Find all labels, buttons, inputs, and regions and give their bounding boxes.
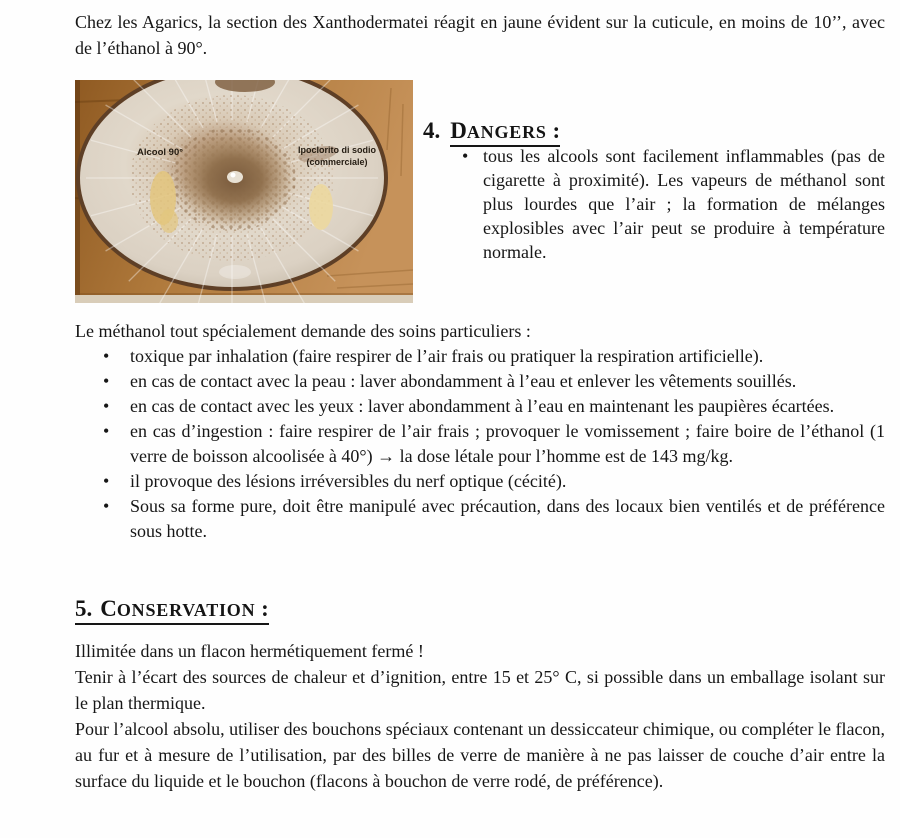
methanol-lead-paragraph: Le méthanol tout spécialement demande des soins particuliers : — [75, 321, 531, 341]
list-item-text: en cas de contact avec la peau : laver abondamment à l’eau et enlever les vêtements souillés. — [130, 371, 797, 391]
list-item — [75, 394, 885, 419]
conservation-paragraph-3: Pour l’alcool absolu, utiliser des bouchons spéciaux contenant un dessiccateur chimique, ou compléter le flacon, au fur et à mesure de l’utilisation, par des billes de verre de manière à ne pas laisser de couche d’air entre la surface du liquide et le bouchon (flacons à bouchon de verre rodé, de préférence). — [75, 719, 885, 791]
section-4-title-rest: ANGERS — [466, 122, 547, 142]
list-item — [75, 494, 885, 544]
photo-label-ipoclorito-line1: Ipoclorito di sodio — [298, 145, 376, 155]
list-item-text: en cas de contact avec les yeux : laver abondamment à l’eau en maintenant les paupières écartées. — [130, 396, 835, 416]
list-item-text: toxique par inhalation (faire respirer de l’air frais ou pratiquer la respiration artificielle). — [130, 346, 764, 366]
section-5-title — [75, 596, 269, 625]
list-item — [75, 419, 885, 469]
bullet-icon: • — [103, 471, 110, 491]
photo-label-ipoclorito-line2: (commerciale) — [306, 157, 368, 167]
list-item-text: en cas d’ingestion : faire respirer de l’air frais ; provoquer le vomissement ; faire boire de l’éthanol (1 verre de boisson alcoolisée à 40°) → la dose létale pour l’homme est de 143 mg/kg. — [130, 421, 885, 466]
list-item — [75, 344, 885, 369]
section-5-title-rest: ONSERVATION — [116, 600, 256, 620]
mushroom-photo — [75, 80, 413, 303]
figure-and-dangers-row — [75, 80, 885, 303]
dangers-column — [413, 80, 885, 264]
mushroom-photo-figure — [75, 80, 413, 303]
section-5-title-colon: : — [255, 596, 269, 621]
center-highlight — [227, 171, 243, 183]
list-item — [423, 144, 885, 264]
list-item — [75, 469, 885, 494]
conservation-section — [75, 638, 885, 794]
list-item — [75, 369, 885, 394]
section-4-title-initial: D — [450, 118, 467, 143]
bullet-icon: • — [103, 371, 110, 391]
section-5-title-initial: C — [100, 596, 117, 621]
conservation-paragraph-2: Tenir à l’écart des sources de chaleur et d’ignition, entre 15 et 25° C, si possible dans un emballage isolant sur le plan thermique. — [75, 667, 885, 713]
bullet-icon: • — [103, 346, 110, 366]
list-item-text: il provoque des lésions irréversibles du nerf optique (cécité). — [130, 471, 567, 491]
section-5-heading — [75, 596, 885, 622]
section-5-number: 5. — [75, 596, 93, 621]
section-4-number: 4. — [423, 118, 441, 143]
bullet-icon: • — [103, 396, 110, 416]
bullet-icon: • — [103, 421, 110, 441]
bullet-icon: • — [103, 496, 110, 516]
section-4-title — [450, 118, 560, 147]
table-edge-strip — [75, 295, 413, 303]
list-item-text: tous les alcools sont facilement inflammables (pas de cigarette à proximité). Les vapeurs de méthanol sont plus lourdes que l’air ; la formation de mélanges explosibles avec l’air peut se produire à température normale. — [483, 146, 885, 262]
bullet-icon: • — [462, 146, 469, 166]
section-4-heading — [423, 118, 885, 144]
conservation-paragraph-1: Illimitée dans un flacon hermétiquement fermé ! — [75, 641, 424, 661]
photo-label-alcool: Alcool 90° — [137, 147, 184, 158]
list-item-text: Sous sa forme pure, doit être manipulé avec précaution, dans des locaux bien ventilés et de préférence sous hotte. — [130, 496, 885, 541]
section-4-title-colon: : — [546, 118, 561, 143]
intro-paragraph: Chez les Agarics, la section des Xanthodermatei réagit en jaune évident sur la cuticule, en moins de 10’’, avec de l’éthanol à 90°. — [75, 12, 885, 58]
methanol-precautions-list — [75, 344, 885, 544]
dangers-list — [423, 144, 885, 264]
reaction-spot-right — [309, 184, 333, 230]
